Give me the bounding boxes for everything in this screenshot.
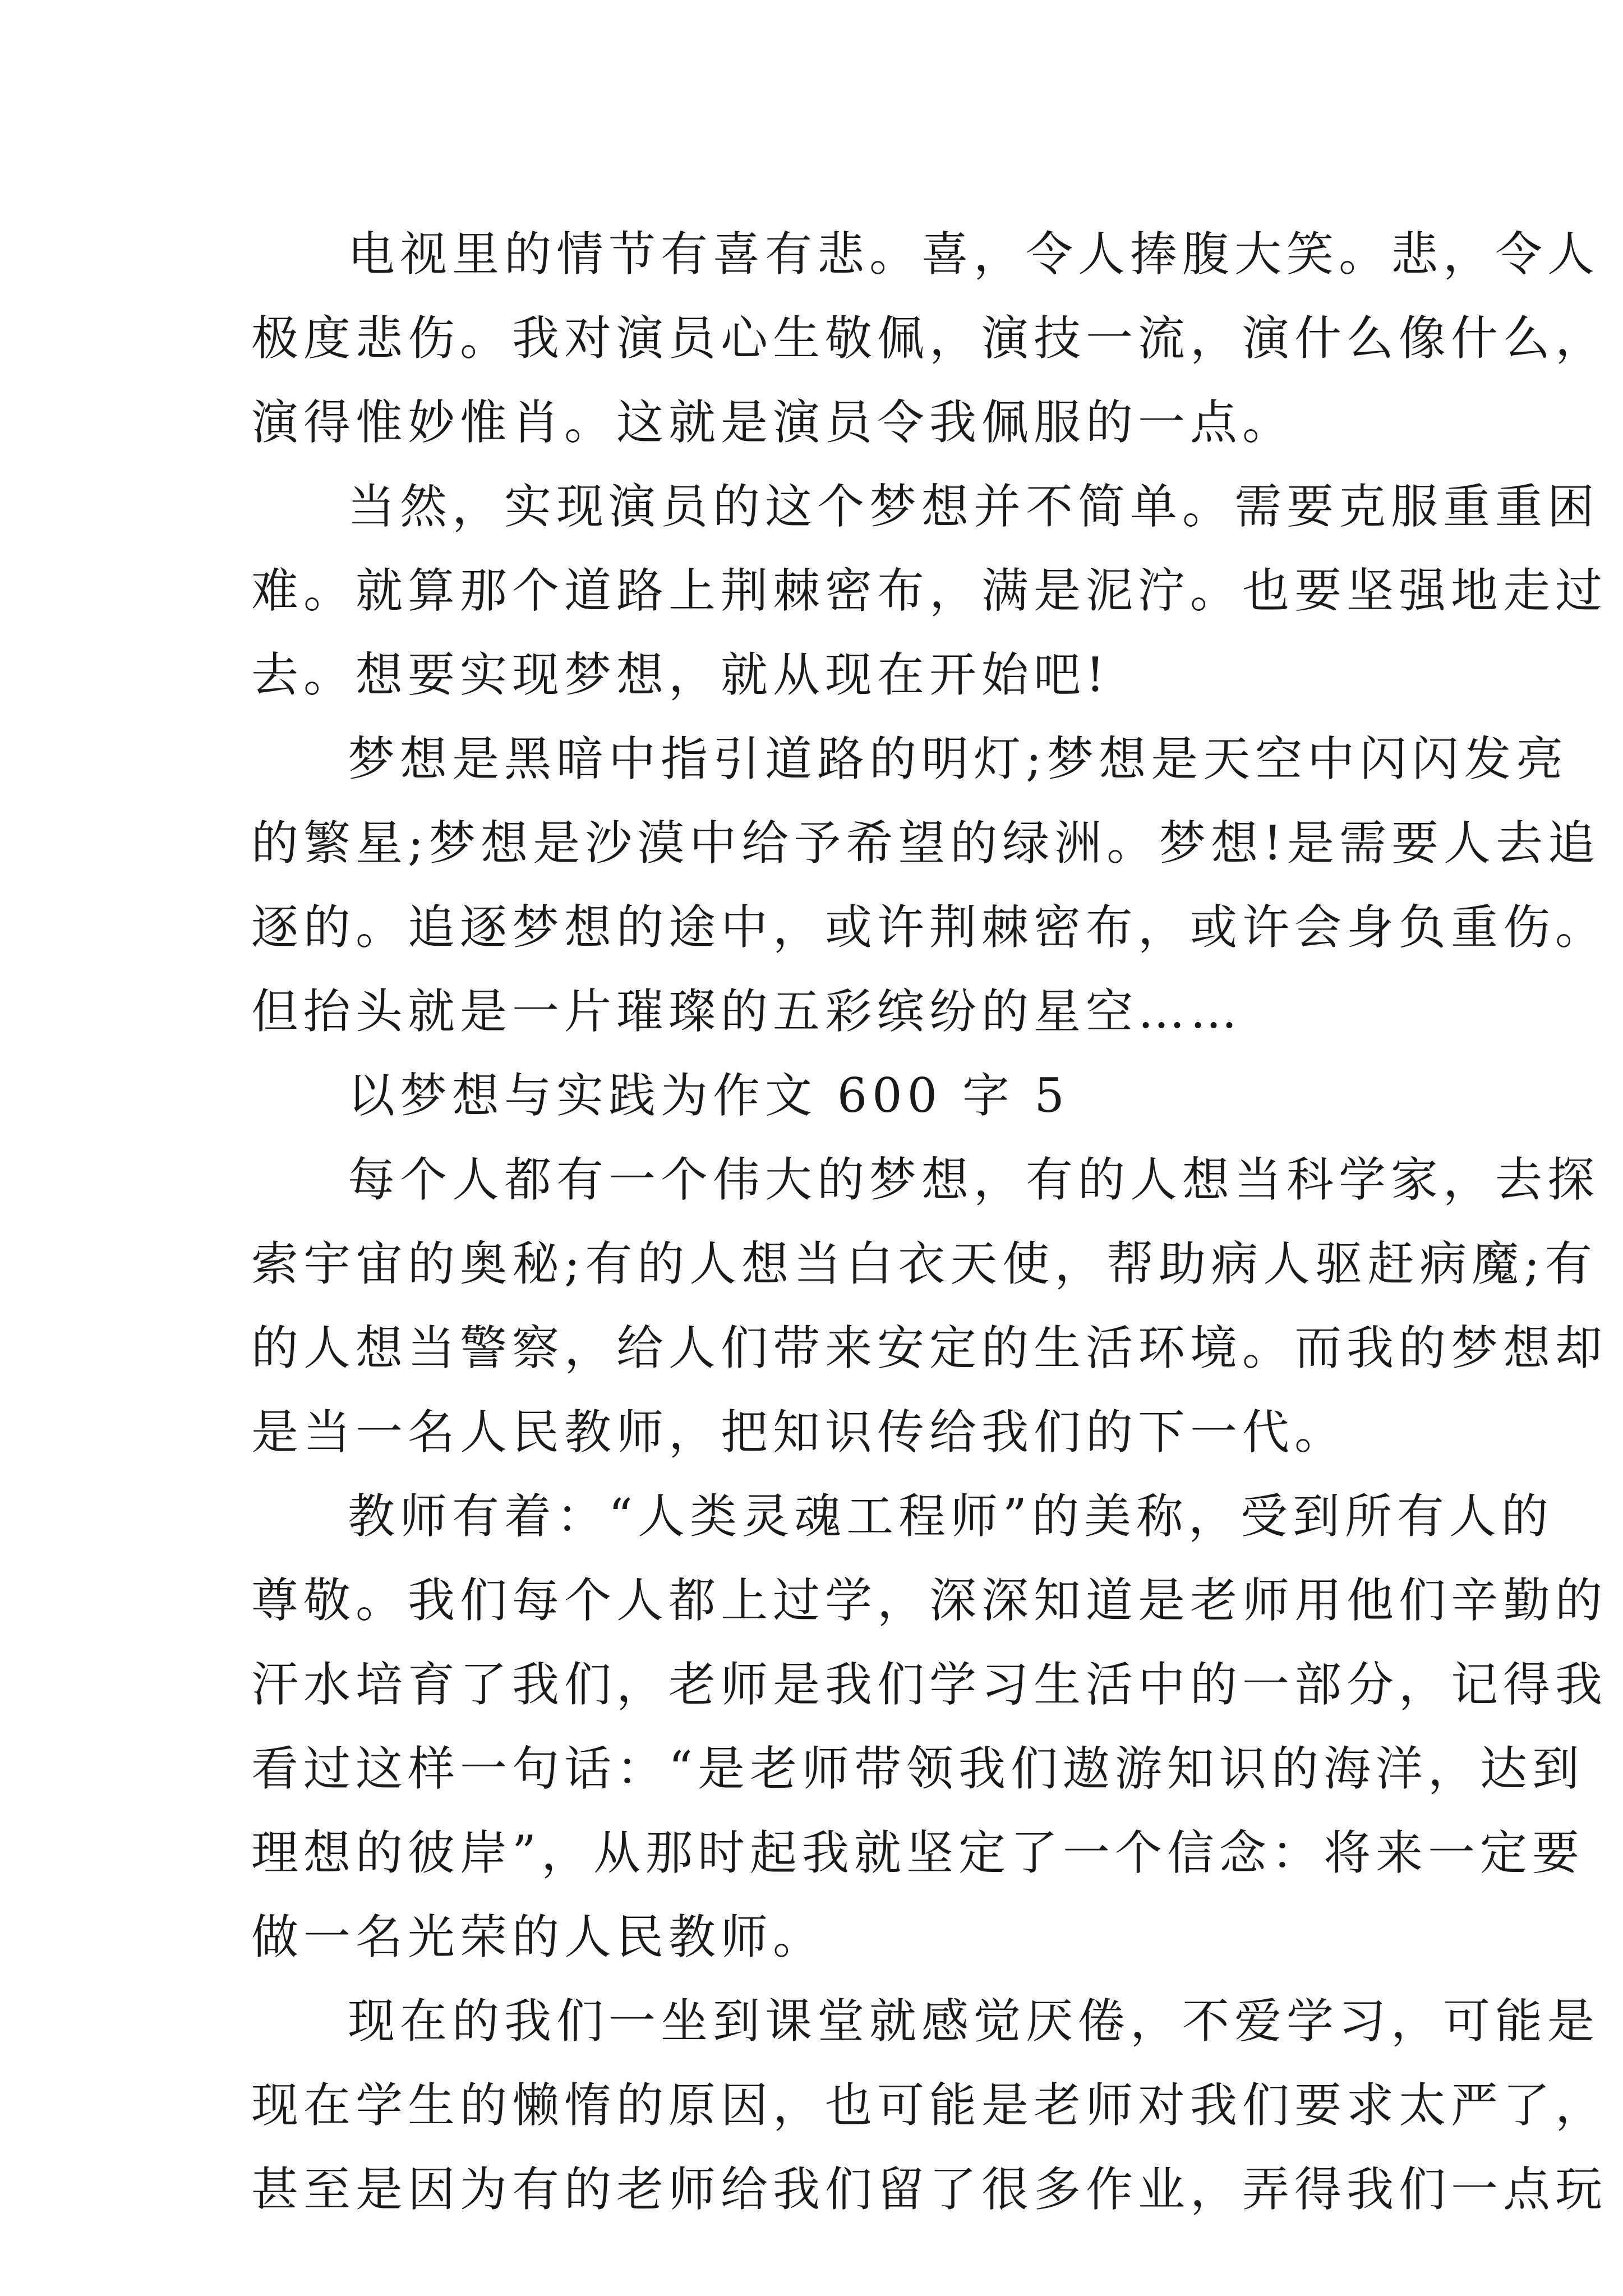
text-line: 难。就算那个道路上荆棘密布，满是泥泞。也要坚强地走过 xyxy=(251,563,1608,618)
text-line: 甚至是因为有的老师给我们留了很多作业，弄得我们一点玩 xyxy=(251,2162,1608,2217)
text-line: 的人想当警察，给人们带来安定的生活环境。而我的梦想却 xyxy=(251,1320,1608,1375)
text-line: 梦想是黑暗中指引道路的明灯;梦想是天空中闪闪发亮 xyxy=(348,731,1569,786)
text-line: 做一名光荣的人民教师。 xyxy=(251,1910,826,1964)
text-line: 现在学生的懒惰的原因，也可能是老师对我们要求太严了， xyxy=(251,2078,1608,2133)
text-line: 每个人都有一个伟大的梦想，有的人想当科学家，去探 xyxy=(348,1152,1600,1207)
text-line: 理想的彼岸”，从那时起我就坚定了一个信念：将来一定要 xyxy=(251,1825,1584,1880)
text-line: 尊敬。我们每个人都上过学，深深知道是老师用他们辛勤的 xyxy=(251,1573,1608,1628)
text-line: 的繁星;梦想是沙漠中给予希望的绿洲。梦想!是需要人去追 xyxy=(251,816,1601,871)
essay-body xyxy=(251,212,1608,2231)
text-line: 汗水培育了我们，老师是我们学习生活中的一部分，记得我 xyxy=(251,1657,1608,1712)
text-line: 看过这样一句话：“是老师带领我们遨游知识的海洋，达到 xyxy=(251,1741,1584,1796)
text-line: 电视里的情节有喜有悲。喜，令人捧腹大笑。悲，令人 xyxy=(348,227,1600,282)
text-line: 但抬头就是一片璀璨的五彩缤纷的星空…… xyxy=(251,984,1243,1039)
text-line: 当然，实现演员的这个梦想并不简单。需要克服重重困 xyxy=(348,479,1600,534)
text-line: 索宇宙的奥秘;有的人想当白衣天使，帮助病人驱赶病魔;有 xyxy=(251,1236,1597,1291)
text-line: 教师有着：“人类灵魂工程师”的美称，受到所有人的 xyxy=(348,1489,1553,1544)
text-line: 演得惟妙惟肖。这就是演员令我佩服的一点。 xyxy=(251,395,1295,450)
section-heading: 以梦想与实践为作文 600 字 5 xyxy=(348,1068,1069,1123)
text-line: 现在的我们一坐到课堂就感觉厌倦，不爱学习，可能是 xyxy=(348,1994,1600,2049)
text-line: 逐的。追逐梦想的途中，或许荆棘密布，或许会身负重伤。 xyxy=(251,900,1608,955)
text-line: 去。想要实现梦想，就从现在开始吧! xyxy=(251,647,1110,702)
text-line: 极度悲伤。我对演员心生敬佩，演技一流，演什么像什么， xyxy=(251,311,1608,366)
text-line: 是当一名人民教师，把知识传给我们的下一代。 xyxy=(251,1405,1347,1460)
